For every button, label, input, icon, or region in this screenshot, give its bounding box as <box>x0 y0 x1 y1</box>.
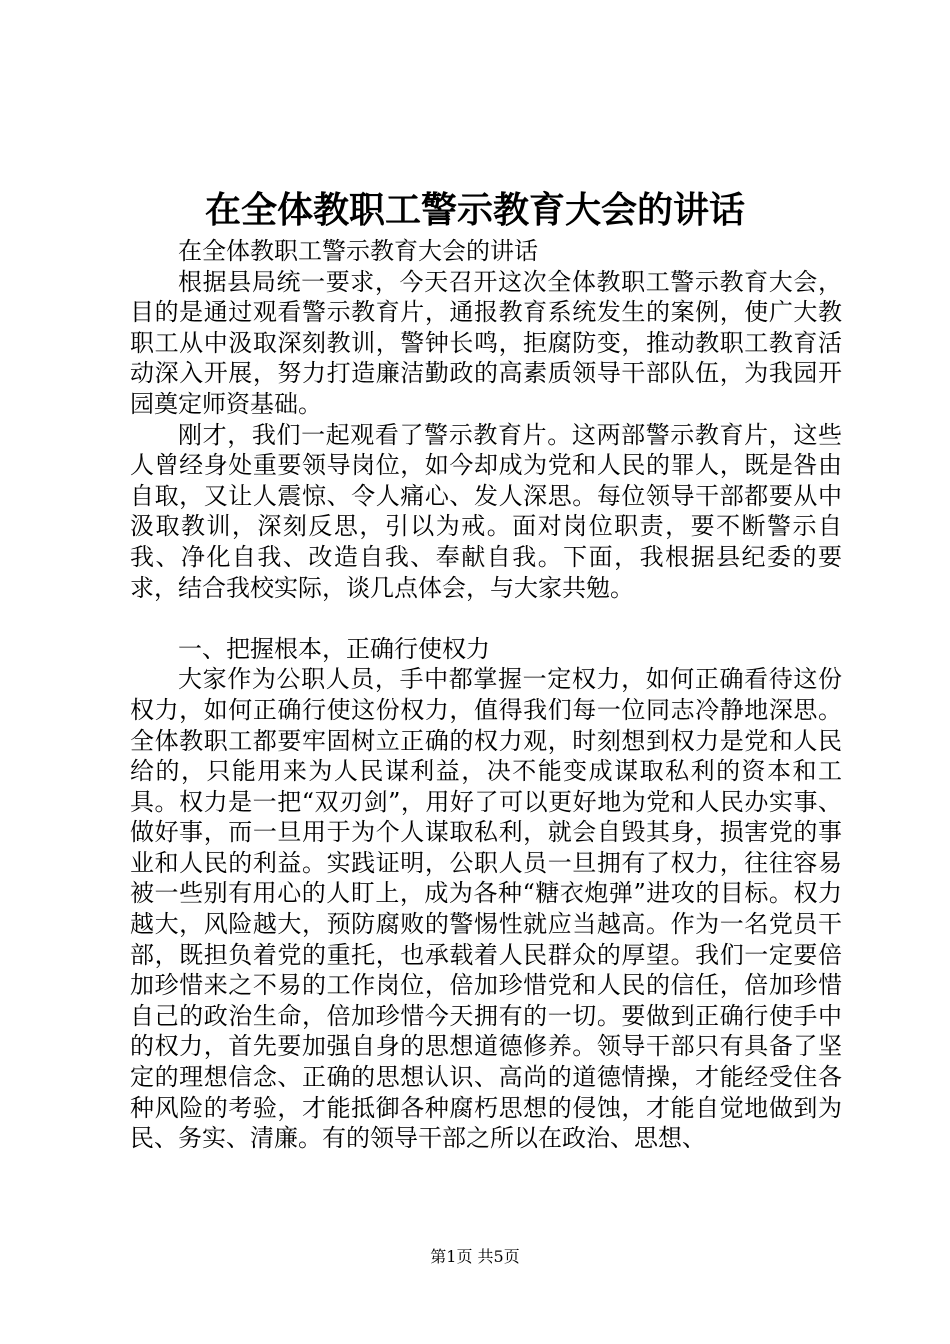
page-footer: 第1页 共5页 <box>430 1247 520 1266</box>
document-body <box>130 236 842 1154</box>
subtitle-paragraph: 在全体教职工警示教育大会的讲话 <box>178 237 538 265</box>
paragraph-spacer <box>130 603 842 634</box>
document-title: 在全体教职工警示教育大会的讲话 <box>204 189 745 231</box>
section-heading: 一、把握根本，正确行使权力 <box>178 634 490 663</box>
section-paragraph: 大家作为公职人员，手中都掌握一定权力，如何正确看待这份权力，如何正确行使这份权力，值得我们每一位同志冷静地深思。全体教职工都要牢固树立正确的权力观，时刻想到权力是党和人民给的，只能用来为人民谋利益，决不能变成谋取私利的资本和工具。权力是一把“双刃剑”，用好了可以更好地为党和人民办实事、做好事，而一旦用于为个人谋取私利，就会自毁其身，损害党的事业和人民的利益。实践证明，公职人员一旦拥有了权力，往往容易被一些别有用心的人盯上，成为各种“糖衣炮弹”进攻的目标。权力越大，风险越大，预防腐败的警惕性就应当越高。作为一名党员干部，既担负着党的重托，也承载着人民群众的厚望。我们一定要倍加珍惜来之不易的工作岗位，倍加珍惜党和人民的信任，倍加珍惜自己的政治生命，倍加珍惜今天拥有的一切。要做到正确行使手中的权力，首先要加强自身的思想道德修养。领导干部只有具备了坚定的理想信念、正确的思想认识、高尚的道德情操，才能经受住各种风险的考验，才能抵御各种腐朽思想的侵蚀，才能自觉地做到为民、务实、清廉。有的领导干部之所以在政治、思想、 <box>130 665 842 1153</box>
body-paragraph: 刚才，我们一起观看了警示教育片。这两部警示教育片，这些人曾经身处重要领导岗位，如今却成为党和人民的罪人，既是咎由自取，又让人震惊、令人痛心、发人深思。每位领导干部都要从中汲取教训，深刻反思，引以为戒。面对岗位职责，要不断警示自我、净化自我、改造自我、奉献自我。下面，我根据县纪委的要求，结合我校实际，谈几点体会，与大家共勉。 <box>130 420 842 602</box>
body-paragraph: 根据县局统一要求，今天召开这次全体教职工警示教育大会，目的是通过观看警示教育片，通报教育系统发生的案例，使广大教职工从中汲取深刻教训，警钟长鸣，拒腐防变，推动教职工教育活动深入开展，努力打造廉洁勤政的高素质领导干部队伍，为我园开园奠定师资基础。 <box>130 267 842 418</box>
